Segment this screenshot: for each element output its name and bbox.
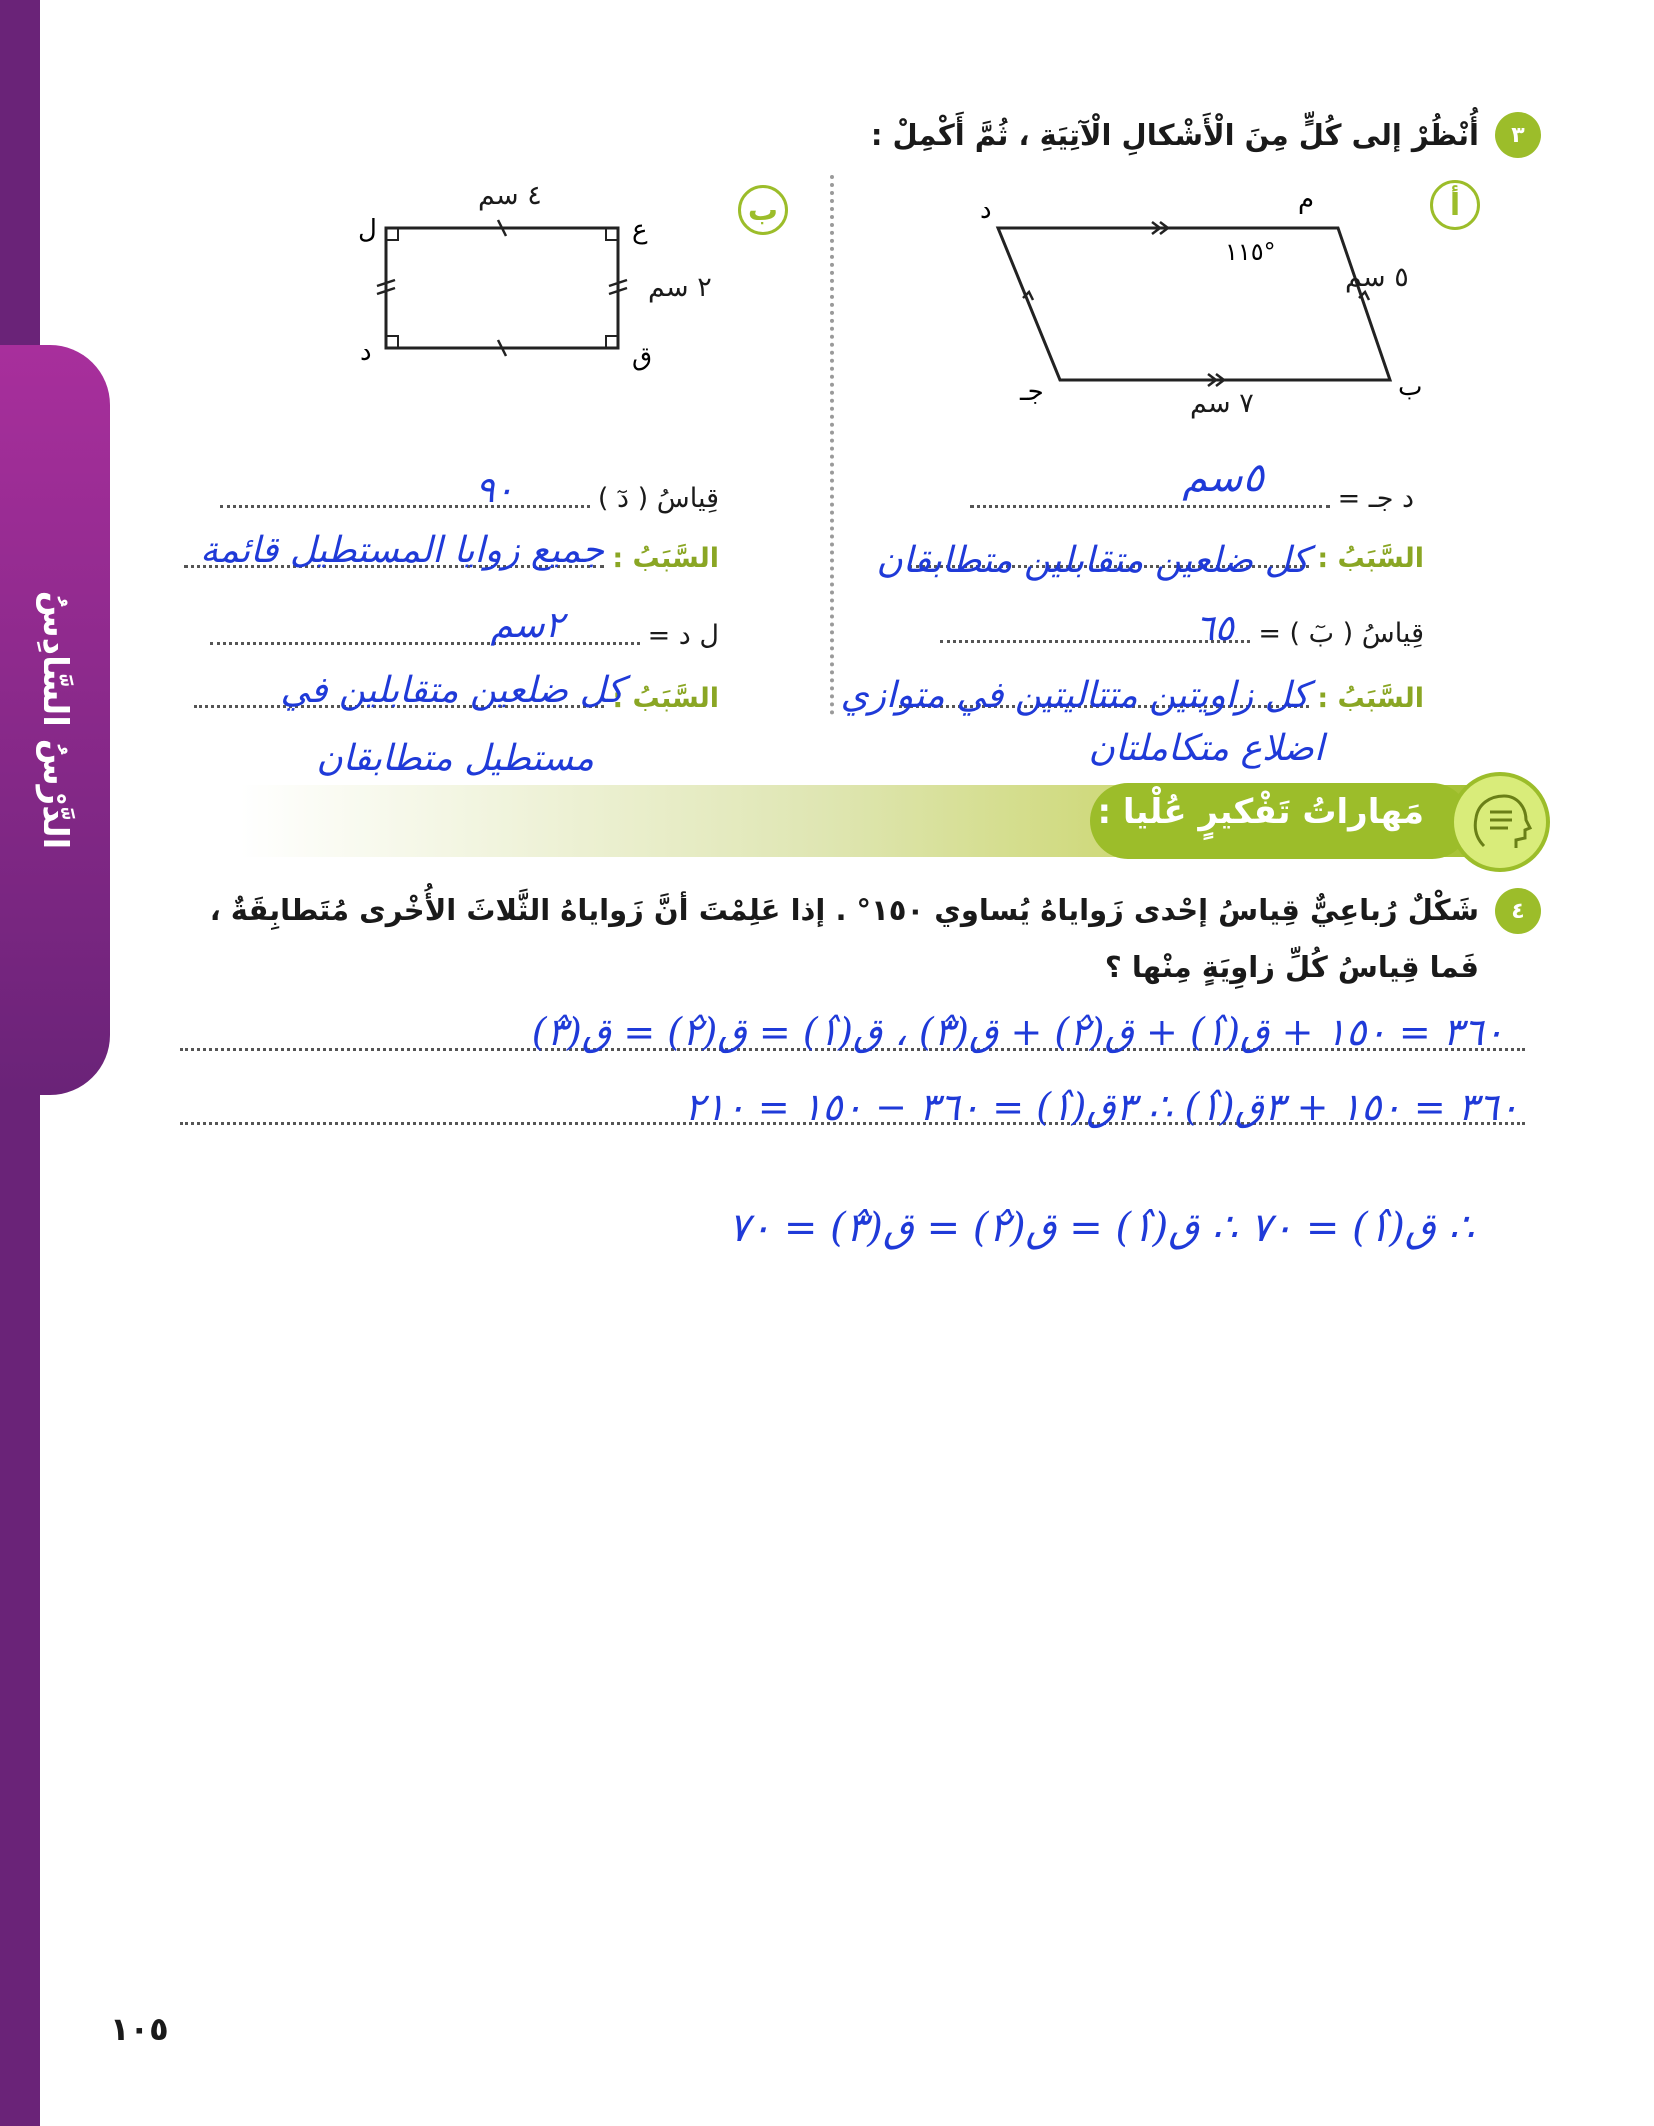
part-b-side-right: ٢ سم — [648, 272, 712, 303]
question-4-badge: ٤ — [1495, 888, 1541, 934]
label-bottom-left: جـ — [1020, 377, 1044, 407]
label-bottom-right: ب — [1398, 372, 1423, 402]
part-a-badge: أ — [1430, 180, 1480, 230]
skills-title: مَهاراتُ تَفْكيرٍ عُلْيا : — [1097, 792, 1424, 832]
part-b-answer-5: مستطيل متطابقان — [316, 738, 594, 779]
thinking-head-icon — [1450, 772, 1550, 872]
part-b-line-4: السَّبَبُ : — [186, 683, 719, 714]
lesson-label: الدَّرْسُ السَّادِسُ — [35, 590, 75, 850]
part-b-side-top: ٤ سم — [478, 180, 542, 211]
part-a-answer-3: ٦٥ — [1195, 608, 1234, 649]
label-top-left: ل — [358, 215, 377, 245]
part-a-answer-4: كل زاويتين متتاليتين في متوازي — [840, 675, 1309, 716]
question-4-answer-3: ∴ ق(١̂) = ٧٠ ∴ ق(١̂) = ق(٢̂) = ق(٣̂) = ٧٠ — [728, 1205, 1474, 1251]
part-a-side-bottom: ٧ سم — [1190, 388, 1254, 419]
part-b-answer-1: ٩٠ — [475, 470, 514, 511]
label-top-right: م — [1298, 185, 1315, 215]
part-a-answer-1: ٥سم — [1182, 455, 1264, 501]
question-4-line-1: شَكْلٌ رُباعِيٌّ قِياسُ إحْدى زَواياهُ يُساوي ١٥٠° . إذا عَلِمْتَ أنَّ زَواياهُ الثَّلاثَ الأُخْرى مُتَطابِقَةٌ ، — [209, 893, 1479, 927]
part-a-answer-2: كل ضلعين متقابلين متطابقان — [876, 540, 1309, 581]
part-b-line-3: ل د = — [202, 620, 719, 651]
label-bottom-right: ق — [632, 342, 653, 372]
part-b-line-1: قِياسُ ( دٓ ) — [212, 483, 719, 514]
part-a-answer-5: اضلاع متكاملتان — [1088, 728, 1324, 769]
label-angle: ١١٥° — [1225, 238, 1276, 266]
question-4-line-2: فَما قِياسُ كُلِّ زاوِيَةٍ مِنْها ؟ — [1104, 950, 1479, 984]
part-b-answer-3: ٢سم — [490, 605, 564, 646]
page-number: ١٠٥ — [110, 2010, 169, 2048]
part-a-line-1: د جـ = — [962, 483, 1414, 514]
lesson-tab — [0, 345, 110, 1095]
column-divider — [830, 175, 834, 715]
question-4-answer-1: ٣٦٠ = ١٥٠ + ق(١̂) + ق(٢̂) + ق(٣̂) ، ق(١̂) = ق(٢̂) = ق(٣̂) — [531, 1010, 1504, 1054]
part-a-line-4: السَّبَبُ : — [891, 683, 1424, 714]
part-b-answer-2: جميع زوايا المستطيل قائمة — [200, 530, 604, 571]
part-b-badge: ب — [738, 185, 788, 235]
question-3-title: أُنْظُرْ إلى كُلٍّ مِنَ الْأَشْكالِ الْآتِيَةِ ، ثُمَّ أَكْمِلْ : — [870, 118, 1479, 152]
question-4-answer-2: ٣٦٠ = ١٥٠ + ٣ق(١̂) ∴ ٣ق(١̂) = ٣٦٠ − ١٥٠ = ٢١٠ — [684, 1085, 1519, 1129]
part-a-line-3: قِياسُ ( بٓ ) = — [932, 618, 1424, 649]
part-b-line-2: السَّبَبُ : — [176, 543, 719, 574]
part-a-side-right: ٥ سم — [1345, 262, 1409, 293]
part-b-answer-4: كل ضلعين متقابلين في — [280, 670, 624, 711]
part-a-line-2: السَّبَبُ : — [901, 543, 1424, 574]
question-3-badge: ٣ — [1495, 112, 1541, 158]
label-top-left: د — [980, 195, 992, 225]
label-top-right: ع — [632, 215, 648, 245]
label-bottom-left: د — [360, 337, 372, 367]
